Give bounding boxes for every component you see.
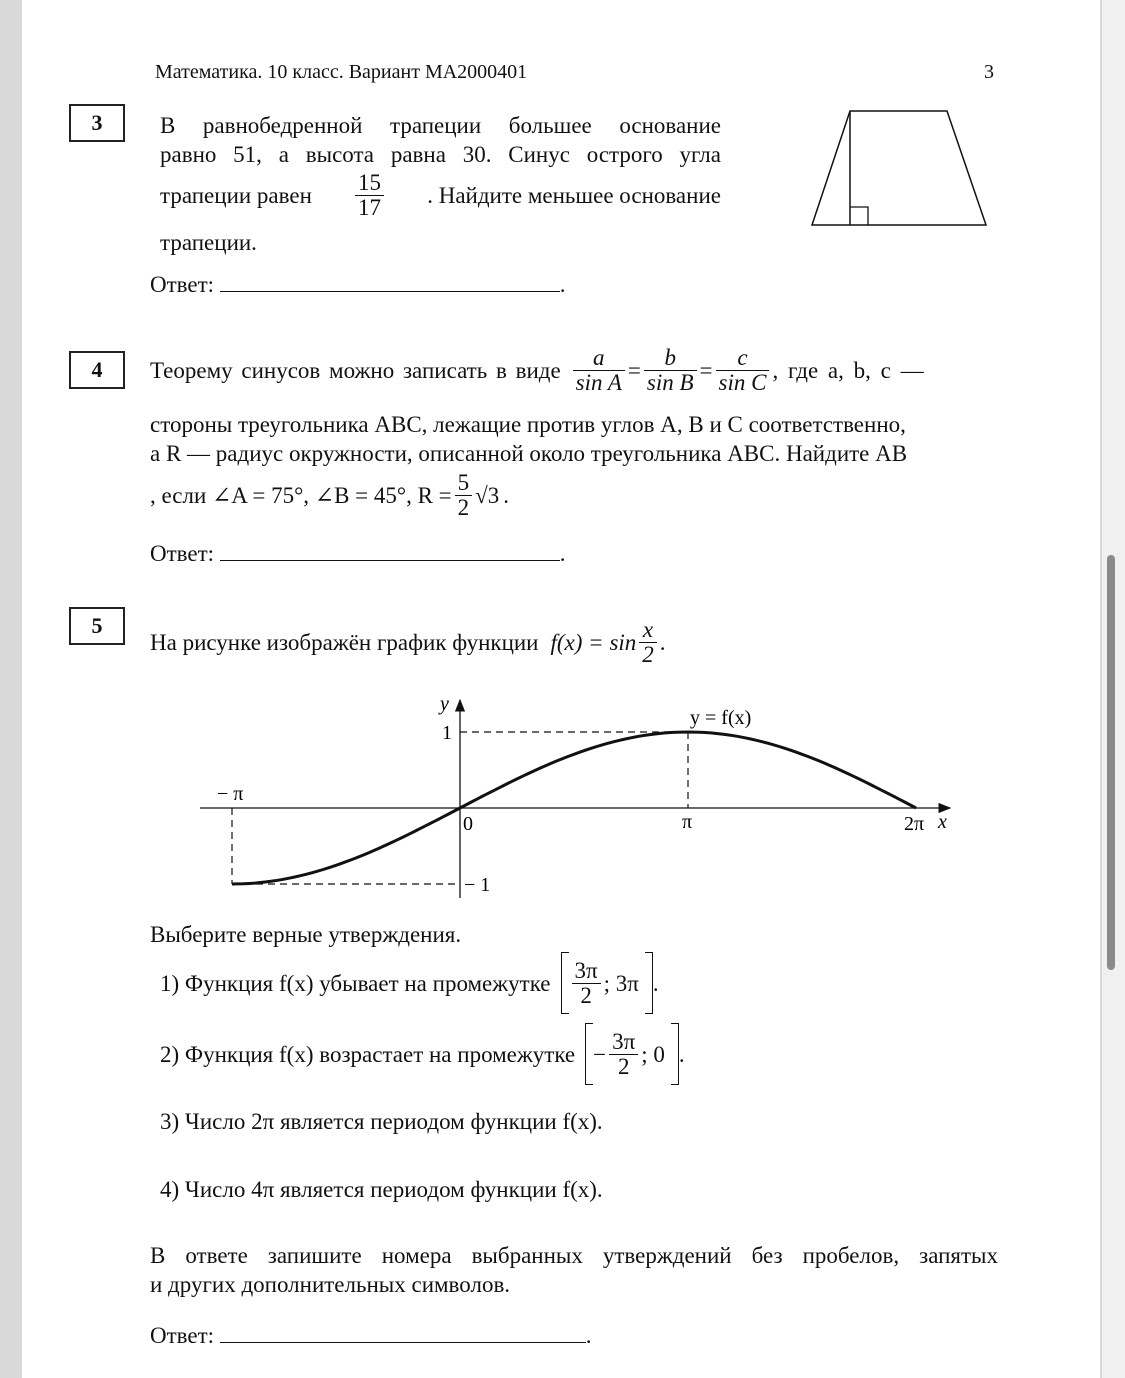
page-header-title: Математика. 10 класс. Вариант МА2000401 — [155, 61, 528, 83]
task3-line3-post: . Найдите меньшее основание — [427, 183, 721, 208]
statement-1-den: 2 — [580, 982, 592, 1008]
task4-intro: Теорему синусов можно записать в виде — [150, 358, 561, 383]
task5-instruction-line2: и других дополнительных символов. — [150, 1272, 511, 1297]
task4-answer-field[interactable] — [220, 538, 560, 561]
statement-1-left-bracket — [561, 952, 569, 1014]
task4-r-root: √3 — [475, 483, 500, 508]
task5-intro-pre: На рисунке изображён график функции — [150, 630, 539, 655]
task-number-4: 4 — [69, 351, 125, 389]
curve-label: y = f(x) — [690, 707, 752, 729]
statement-2-minus: − — [593, 1041, 607, 1067]
task4-eq2: = — [699, 358, 713, 383]
task3-answer-label: Ответ: — [150, 272, 215, 297]
task-number-5: 5 — [69, 607, 125, 645]
x-axis-label: x — [938, 811, 947, 833]
statement-2-num: 3π — [609, 1030, 638, 1055]
task4-frac-b-den: sin B — [646, 370, 694, 395]
statement-2 — [160, 1023, 685, 1085]
page-number: 3 — [984, 61, 994, 83]
task3-line4: трапеции. — [160, 230, 257, 255]
task4-frac-a — [573, 346, 625, 395]
task4-line2: стороны треугольника ABC, лежащие против углов A, B и C соответственно, — [150, 412, 906, 437]
x-tick-pi: π — [682, 811, 693, 833]
trapezoid-shape — [812, 111, 986, 225]
task4-frac-b — [644, 346, 697, 395]
statement-3: 3) Число 2π является периодом функции f(x). — [160, 1109, 603, 1134]
task3-frac-den: 17 — [358, 195, 382, 220]
task4-frac-c-num: c — [716, 346, 770, 371]
task5-func-fraction — [639, 618, 657, 667]
x-tick-neg-pi: − π — [216, 783, 244, 805]
trapezoid-figure — [805, 105, 995, 233]
task4-r-fraction — [455, 471, 473, 520]
task4-line3: а R — радиус окружности, описанной около треугольника ABC. Найдите AB — [150, 441, 908, 466]
statement-1-num: 3π — [572, 959, 601, 984]
statement-2-rest: ; 0 — [641, 1041, 665, 1067]
x-tick-2pi: 2π — [904, 813, 925, 835]
y-tick-one: 1 — [442, 722, 452, 744]
task4-after-formula: , где a, b, c — — [772, 358, 924, 383]
task4-line4-post: . — [503, 483, 510, 508]
task4-line4-pre: , если ∠A = 75°, ∠B = 45°, R = — [150, 483, 452, 508]
statement-1-fraction — [572, 959, 601, 1008]
statement-1-right-bracket — [645, 952, 653, 1014]
statement-1 — [160, 952, 659, 1014]
y-tick-minus-one: − 1 — [464, 874, 491, 896]
task4-frac-a-num: a — [573, 346, 625, 371]
statement-4: 4) Число 4π является периодом функции f(x). — [160, 1177, 603, 1202]
task4-answer-label: Ответ: — [150, 541, 215, 566]
statement-2-fraction — [609, 1030, 638, 1079]
task3-frac-num: 15 — [355, 171, 384, 196]
task4-r-den: 2 — [457, 495, 470, 520]
statement-2-left-bracket — [585, 1023, 593, 1085]
statement-1-text: 1) Функция f(x) убывает на промежутке — [160, 970, 551, 996]
task5-answer-field[interactable] — [220, 1320, 586, 1343]
task5-answer-label: Ответ: — [150, 1323, 215, 1348]
task4-r-num: 5 — [455, 471, 473, 496]
task5-intro — [150, 618, 666, 667]
statement-2-text: 2) Функция f(x) возрастает на промежутке — [160, 1041, 576, 1067]
task4-answer: Ответ: . — [150, 538, 566, 568]
task3-answer: Ответ: . — [150, 269, 566, 299]
task4-frac-a-den: sin A — [575, 370, 622, 395]
task4-line1 — [150, 346, 1000, 395]
y-axis-label: y — [440, 693, 449, 715]
right-angle-mark — [850, 207, 868, 225]
task3-answer-field[interactable] — [220, 269, 560, 292]
task5-func-den: 2 — [642, 642, 654, 667]
statement-2-right-bracket — [671, 1023, 679, 1085]
function-graph — [190, 690, 970, 910]
task5-answer: Ответ: . — [150, 1320, 592, 1350]
statement-1-end: . — [652, 970, 659, 996]
task5-instruction-line1: В ответе запишите номера выбранных утверждений без пробелов, запятых — [150, 1243, 998, 1268]
statement-2-den: 2 — [617, 1053, 630, 1079]
statement-2-end: . — [678, 1041, 685, 1067]
statement-1-rest: ; 3π — [603, 970, 639, 996]
task5-choose: Выберите верные утверждения. — [150, 922, 462, 947]
x-tick-zero: 0 — [463, 813, 473, 835]
task5-func-num: x — [639, 618, 657, 643]
task4-frac-c-den: sin C — [718, 370, 767, 395]
task4-frac-b-num: b — [644, 346, 697, 371]
task5-func-lhs: f(x) = sin — [550, 630, 637, 655]
task4-eq1: = — [627, 358, 641, 383]
task3-line1: В равнобедренной трапеции большее основание — [160, 113, 721, 138]
task4-frac-c — [716, 346, 770, 395]
task3-line3-pre: трапеции равен — [160, 183, 312, 208]
task3-fraction — [355, 171, 384, 220]
task3-line2: равно 51, а высота равна 30. Синус острого угла — [160, 142, 721, 167]
task4-line4 — [150, 471, 509, 520]
task-number-3: 3 — [69, 104, 125, 142]
task5-intro-post: . — [659, 630, 666, 655]
task3-line3 — [160, 171, 721, 220]
scrollbar-thumb[interactable] — [1107, 555, 1115, 970]
